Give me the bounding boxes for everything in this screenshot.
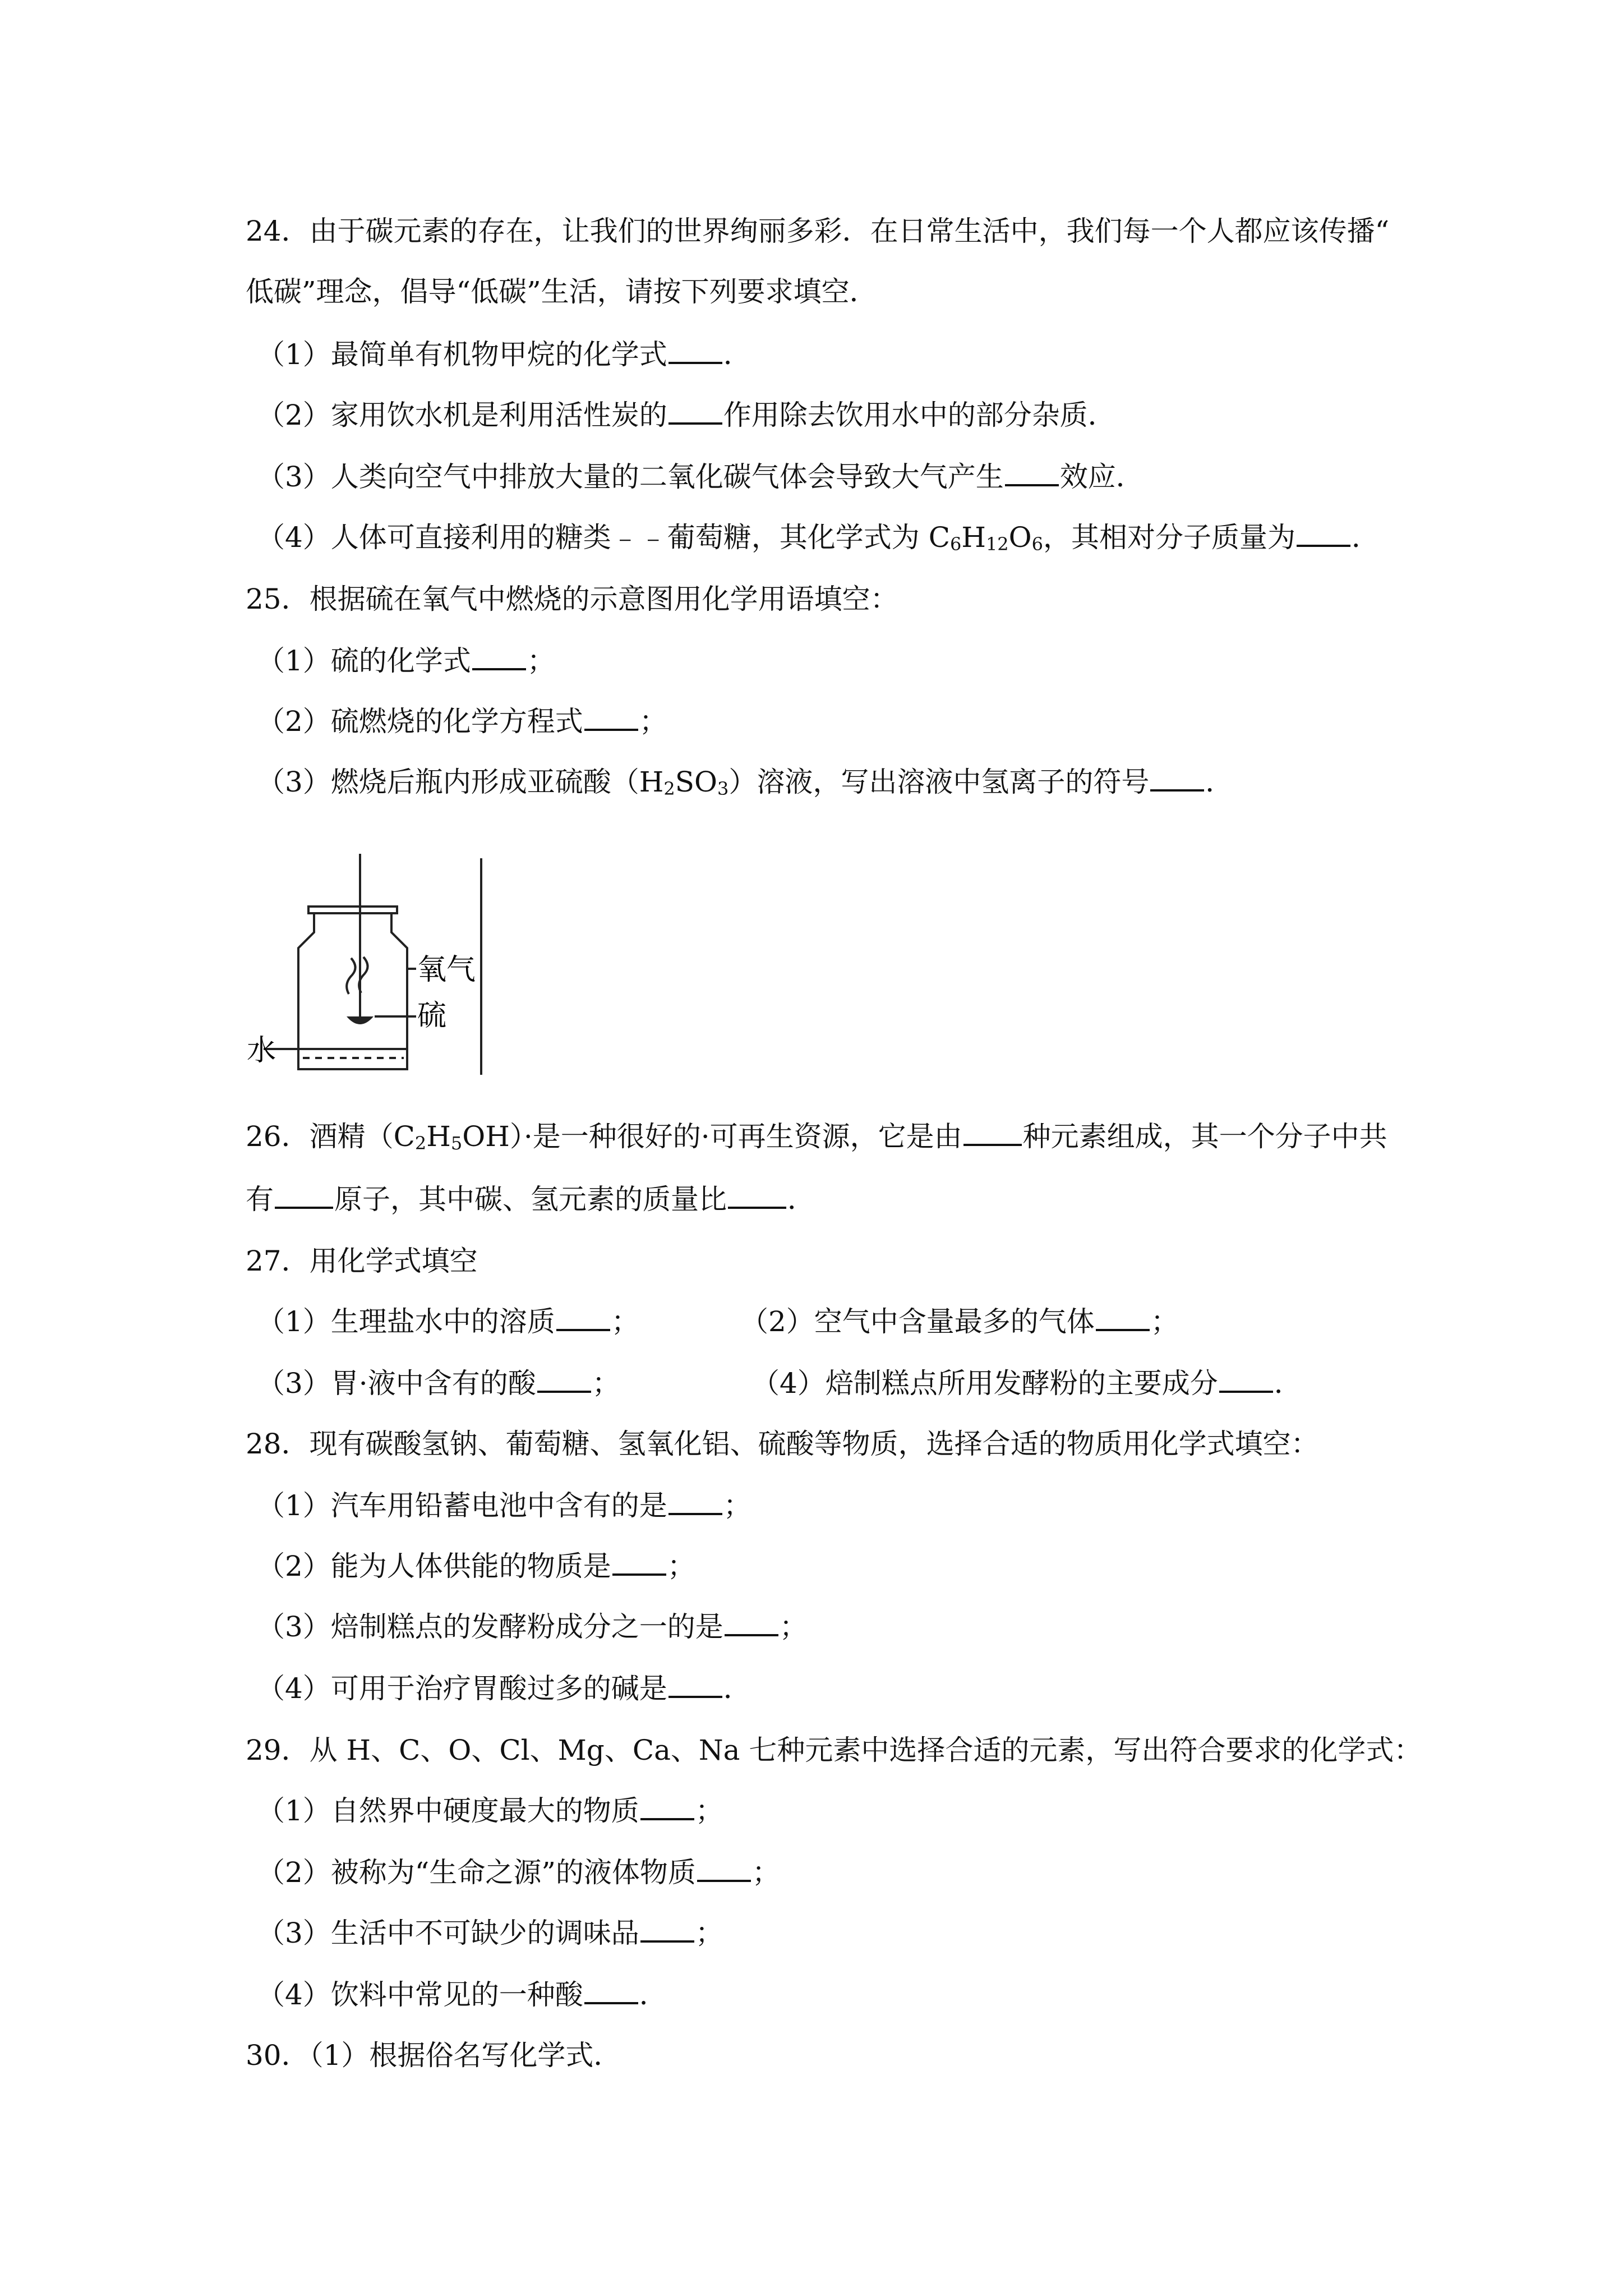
q27-p1-semi: ； xyxy=(611,1305,639,1338)
q24-part1 xyxy=(257,337,751,372)
label-water: 水 xyxy=(247,1034,276,1068)
q26-text-b: OH）·是一种很好的·可再生资源，它是由 xyxy=(462,1120,962,1153)
answer-blank[interactable] xyxy=(1297,520,1350,547)
q26-dot: ． xyxy=(787,1183,815,1216)
q25-text-1: 25．根据硫在氧气中燃烧的示意图用化学用语填空： xyxy=(246,583,898,615)
q26-text-d: 有 xyxy=(246,1183,274,1216)
q28-text-1: 28．现有碳酸氢钠、葡萄糖、氢氧化铝、硫酸等物质，选择合适的物质用化学式填空： xyxy=(246,1428,1319,1460)
answer-blank[interactable] xyxy=(537,1366,591,1393)
q24-p4-text-a: （4）人体可直接利用的糖类﹣﹣葡萄糖，其化学式为 C xyxy=(257,521,950,554)
answer-blank[interactable] xyxy=(275,1182,333,1209)
q30-line1 xyxy=(246,2037,621,2073)
q26-text-a: 26．酒精（C xyxy=(246,1120,415,1153)
q28-part1 xyxy=(257,1488,751,1524)
answer-blank[interactable] xyxy=(1150,765,1204,792)
q28-p2-text: （2）能为人体供能的物质是 xyxy=(257,1550,611,1582)
glass-cover xyxy=(308,907,397,913)
q24-part3 xyxy=(257,459,1144,495)
formula-part: SO xyxy=(675,766,718,798)
q24-p1-dot: ． xyxy=(723,338,751,371)
q27-p3-text: （3）胃·液中含有的酸 xyxy=(257,1367,536,1400)
q24-p2-text-a: （2）家用饮水机是利用活性炭的 xyxy=(257,399,667,431)
gas-jar xyxy=(298,913,407,1069)
q29-part2 xyxy=(257,1855,780,1890)
q29-part4 xyxy=(257,1977,667,2013)
answer-blank[interactable] xyxy=(584,704,638,731)
q25-part3 xyxy=(257,764,1233,800)
q27-p4-dot: ． xyxy=(1274,1367,1302,1400)
formula-part: H xyxy=(426,1120,451,1153)
q29-p1-semi: ； xyxy=(695,1795,723,1827)
q29-p3-text: （3）生活中不可缺少的调味品 xyxy=(257,1917,639,1949)
q24-p3-text-b: 效应． xyxy=(1059,461,1144,493)
q27-p4-text: （4）焙制糕点所用发酵粉的主要成分 xyxy=(751,1367,1218,1400)
q27-row1 xyxy=(257,1304,639,1340)
answer-blank[interactable] xyxy=(556,1304,610,1331)
q24-part2 xyxy=(257,397,1116,433)
q28-p3-text: （3）焙制糕点的发酵粉成分之一的是 xyxy=(257,1611,723,1643)
answer-blank[interactable] xyxy=(668,337,722,364)
q25-p2-text: （2）硫燃烧的化学方程式 xyxy=(257,705,583,738)
q28-part4 xyxy=(257,1671,751,1706)
answer-blank[interactable] xyxy=(640,1793,694,1820)
formula-part: H xyxy=(961,521,986,554)
q28-p1-semi: ； xyxy=(723,1489,751,1522)
q29-p4-dot: ． xyxy=(639,1978,667,2011)
q29-text-1: 29．从 H、C、O、Cl、Mg、Ca、Na 七种元素中选择合适的元素，写出符合要求的化学式： xyxy=(246,1734,1422,1766)
q29-p2-text: （2）被称为“生命之源”的液体物质 xyxy=(257,1856,696,1889)
q29-line1 xyxy=(246,1732,1422,1768)
q26-line1 xyxy=(246,1119,1387,1154)
answer-blank[interactable] xyxy=(1005,459,1059,486)
q27-p3-semi: ； xyxy=(592,1367,620,1400)
q25-p3-dot: ． xyxy=(1205,766,1234,798)
answer-blank[interactable] xyxy=(584,1977,638,2004)
label-oxygen: 氧气 xyxy=(417,953,476,987)
q29-p1-text: （1）自然界中硬度最大的物质 xyxy=(257,1795,639,1827)
q24-p4-text-b: ，其相对分子质量为 xyxy=(1043,521,1296,554)
q26-text-e: 原子，其中碳、氢元素的质量比 xyxy=(334,1183,727,1216)
subscript: 12 xyxy=(985,533,1009,555)
subscript: 5 xyxy=(450,1133,463,1154)
q29-p4-text: （4）饮料中常见的一种酸 xyxy=(257,1978,583,2011)
q25-p1-semi: ； xyxy=(527,645,555,677)
q29-p3-semi: ； xyxy=(695,1917,723,1949)
q29-part1 xyxy=(257,1793,723,1829)
q27-p2-semi: ； xyxy=(1150,1305,1179,1338)
q28-p4-dot: ． xyxy=(723,1672,751,1705)
q27-p1-text: （1）生理盐水中的溶质 xyxy=(257,1305,555,1338)
q28-p2-semi: ； xyxy=(667,1550,695,1582)
q27-text-1: 27．用化学式填空 xyxy=(246,1245,478,1277)
q28-p3-semi: ； xyxy=(779,1611,808,1643)
answer-blank[interactable] xyxy=(640,1916,694,1943)
q27-part2 xyxy=(740,1304,1179,1340)
q25-line1 xyxy=(246,581,898,617)
q24-p4-dot: ． xyxy=(1352,521,1380,554)
q25-part1 xyxy=(257,643,555,679)
q25-p3-text-b: ）溶液，写出溶液中氢离子的符号 xyxy=(728,766,1150,798)
q25-part2 xyxy=(257,703,667,739)
answer-blank[interactable] xyxy=(1219,1366,1273,1393)
q27-line1 xyxy=(246,1243,478,1279)
subscript: 3 xyxy=(717,778,729,799)
answer-blank[interactable] xyxy=(725,1609,778,1636)
subscript: 6 xyxy=(1031,533,1044,555)
q24-text-1: 24．由于碳元素的存在，让我们的世界绚丽多彩．在日常生活中，我们每一个人都应该传播“ xyxy=(246,215,1390,247)
answer-blank[interactable] xyxy=(612,1549,666,1576)
q24-part4 xyxy=(257,519,1380,555)
combustion-spoon xyxy=(347,1016,374,1024)
q24-text-2: 低碳”理念，倡导“低碳”生活，请按下列要求填空． xyxy=(246,275,878,308)
answer-blank[interactable] xyxy=(472,643,526,670)
q27-part3 xyxy=(257,1365,620,1401)
answer-blank[interactable] xyxy=(668,1488,722,1515)
answer-blank[interactable] xyxy=(668,398,722,425)
q25-p3-text-a: （3）燃烧后瓶内形成亚硫酸（H xyxy=(257,766,664,798)
q29-part3 xyxy=(257,1915,723,1951)
q30-text-1: 30．（1）根据俗名写化学式． xyxy=(246,2039,622,2072)
subscript: 6 xyxy=(949,533,962,555)
q28-part2 xyxy=(257,1548,695,1584)
formula-part: O xyxy=(1008,521,1032,554)
q28-p1-text: （1）汽车用铅蓄电池中含有的是 xyxy=(257,1489,667,1522)
subscript: 2 xyxy=(663,778,675,799)
q28-line1 xyxy=(246,1426,1319,1462)
q24-p1-text: （1）最简单有机物甲烷的化学式 xyxy=(257,338,667,371)
q29-p2-semi: ； xyxy=(751,1856,780,1889)
answer-blank[interactable] xyxy=(697,1855,751,1882)
q26-text-c: 种元素组成，其一个分子中共 xyxy=(1022,1120,1387,1153)
q27-part4 xyxy=(751,1365,1302,1401)
q27-part1 xyxy=(257,1305,639,1338)
q27-p2-text: （2）空气中含量最多的气体 xyxy=(740,1305,1095,1338)
q28-part3 xyxy=(257,1609,808,1645)
q25-p1-text: （1）硫的化学式 xyxy=(257,645,471,677)
q24-p2-text-b: 作用除去饮用水中的部分杂质． xyxy=(723,399,1116,431)
answer-blank[interactable] xyxy=(728,1182,786,1209)
q25-p2-semi: ； xyxy=(639,705,667,738)
answer-blank[interactable] xyxy=(963,1119,1022,1146)
sulfur-combustion-diagram xyxy=(247,854,482,1076)
label-sulfur: 硫 xyxy=(417,999,447,1033)
q28-p4-text: （4）可用于治疗胃酸过多的碱是 xyxy=(257,1672,667,1705)
q26-line2 xyxy=(246,1181,815,1217)
q24-line1 xyxy=(246,213,1389,249)
smoke-curl xyxy=(347,958,355,994)
q24-line2 xyxy=(246,274,878,310)
answer-blank[interactable] xyxy=(1096,1304,1150,1331)
subscript: 2 xyxy=(414,1133,427,1154)
answer-blank[interactable] xyxy=(668,1671,722,1698)
q24-p3-text-a: （3）人类向空气中排放大量的二氧化碳气体会导致大气产生 xyxy=(257,461,1004,493)
